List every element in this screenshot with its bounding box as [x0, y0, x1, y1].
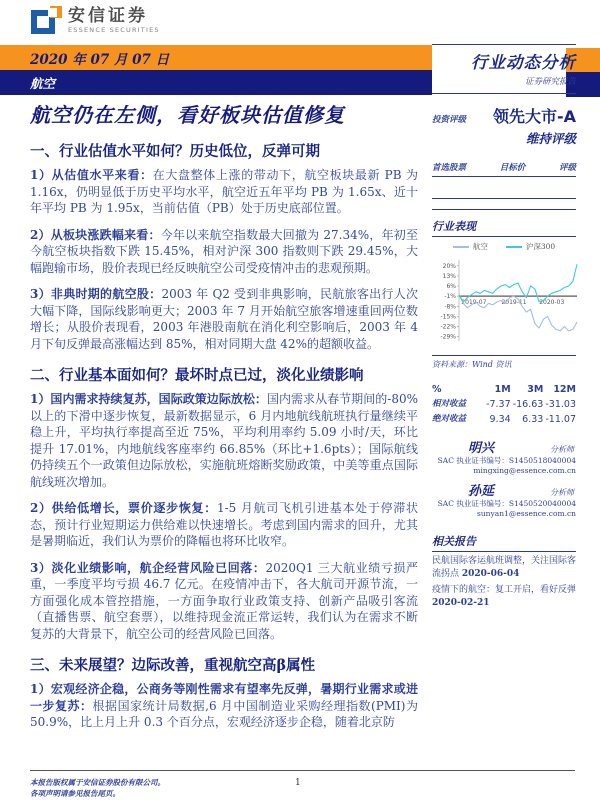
- paragraph: 1）从估值水平来看：在大盘整体上涨的带动下，航空板块最新 PB 为 1.16x，仍明显低于历史平均水平，航空近五年平均 PB 为 1.65x、近十年平均 PB 为 1.95x，当前估值（PB）处于历史底部位置。: [30, 168, 418, 215]
- rating-value: 领先大市-A: [492, 107, 576, 126]
- section-heading-3: 三、未来展望？边际改善，重视航空高β属性: [30, 657, 316, 674]
- svg-text:-22%: -22%: [440, 323, 456, 331]
- chart-legend: [432, 241, 576, 252]
- svg-text:-1%: -1%: [444, 293, 456, 301]
- section-heading-1: 一、行业估值水平如何？历史低位，反弹可期: [30, 143, 320, 160]
- brand-name-en: ESSENCE SECURITIES: [68, 26, 160, 34]
- stock-col-target: 目标价: [499, 163, 526, 173]
- svg-text:-8%: -8%: [444, 303, 456, 311]
- legend-label-hs300: 沪深300: [525, 242, 556, 251]
- svg-text:-29%: -29%: [440, 333, 456, 341]
- table-row: 绝对收益 9.34 6.33 -11.07: [432, 414, 576, 425]
- brand-name-cn: 安信证券: [68, 6, 148, 26]
- date-banner: [0, 45, 432, 70]
- analyst-email[interactable]: sunyan1@essence.com.cn: [477, 509, 576, 518]
- svg-text:20%: 20%: [442, 262, 456, 270]
- svg-text:6%: 6%: [446, 283, 456, 291]
- paragraph: 2）供给低增长，票价逐步恢复：1-5 月航司飞机引进基本处于停滞状态，预计行业短期运力供给难以快速增长。考虑到国内需求的回升，尤其是暑期临近，我们认为票价的降幅也将环比收窄。: [30, 501, 419, 548]
- report-category: 证券研究报告: [524, 77, 576, 87]
- analyst-name: 孙延: [468, 484, 495, 499]
- stock-col-name: 首选股票: [432, 163, 467, 173]
- industry-banner: [0, 70, 432, 95]
- svg-text:-15%: -15%: [440, 313, 456, 321]
- analyst-block: [432, 480, 576, 519]
- analyst-sac: SAC 执业证书编号：S1450518040004: [437, 456, 576, 465]
- svg-text:13%: 13%: [442, 272, 456, 280]
- report-date: 2020 年 07 月 07 日: [30, 51, 170, 68]
- analyst-block: [432, 437, 576, 476]
- related-report-item: 民航国际客运航班调整，关注国际客流拐点 2020-06-04: [432, 556, 577, 579]
- sidebar: [432, 44, 576, 610]
- rating-label: 投资评级: [432, 115, 467, 125]
- stock-table-empty-row: [432, 199, 576, 210]
- svg-text:2019-07: 2019-07: [461, 299, 487, 307]
- rating-status: 维持评级: [525, 131, 576, 146]
- essence-logo-icon: [30, 6, 60, 36]
- performance-table: % 1M 3M 12M 相对收益 -7.37 -16.63 -31.03 绝对收益 9.34 6.33 -11.07: [432, 384, 576, 425]
- industry-label: 航空: [30, 75, 56, 91]
- analyst-sac: SAC 执业证书编号：S1450520040004: [437, 499, 576, 508]
- footer-divider: [30, 770, 575, 771]
- legend-swatch-hs300: [506, 246, 522, 248]
- svg-text:2019-11: 2019-11: [501, 299, 527, 307]
- legend-swatch-air: [453, 246, 469, 248]
- legend-label-air: 航空: [472, 242, 488, 251]
- paragraph: 1）国内需求持续复苏，国际政策边际放松：国内需求从春节期间的-80%以上的下滑中逐步恢复，最新数据显示，6 月内地航线航班执行量继续平稳上升，平均执行率提高至近 75%，平均利用率约 5.09 小时/天，环比提升 17.01%，内地航线客座率约 66.85%（环比+1.6pts）；国际航线仍持续五个一政策但边际放松，实施航班熔断奖励政策，中美等重点国际航线班次增加。: [30, 392, 418, 489]
- page-number: 1: [295, 778, 301, 788]
- main-content: [30, 99, 418, 741]
- paragraph: 1）宏观经济企稳，公商务等刚性需求有望率先反弹，暑期行业需求或进一步复苏：根据国家统计局数据,6 月中国制造业采购经理指数(PMI)为 50.9%，比上月上升 0.3 个百分点，宏观经济逐步企稳，随着北京防: [30, 682, 418, 729]
- svg-text:2020-03: 2020-03: [539, 299, 565, 307]
- related-reports-title: 相关报告: [432, 533, 576, 552]
- stock-col-rating: 评级: [558, 163, 576, 173]
- analyst-role: 分析师: [550, 445, 574, 454]
- paragraph: 2）从板块涨跌幅来看：今年以来航空指数最大回撤为 27.34%，年初至今航空板块指数下跌 15.45%，相对沪深 300 指数则下跌 29.45%，大幅跑输市场，股价表现已经反映航空公司受疫情冲击的悲观预期。: [30, 227, 418, 275]
- chart-source: 资料来源：Wind 资讯: [432, 360, 512, 369]
- performance-section-title: 行业表现: [432, 218, 576, 237]
- analyst-email[interactable]: mingxing@essence.com.cn: [473, 466, 576, 475]
- footer-copyright: 本报告版权属于安信证券股份有限公司。 各项声明请参见报告尾页。: [30, 778, 165, 798]
- analyst-role: 分析师: [550, 488, 574, 497]
- page-title: 航空仍在左侧，看好板块估值修复: [30, 103, 345, 127]
- report-type: 行业动态分析: [471, 53, 576, 72]
- section-heading-2: 二、行业基本面如何？最坏时点已过，淡化业绩影响: [30, 367, 364, 384]
- paragraph: 3）淡化业绩影响，航企经营风险已回落：2020Q1 三大航业绩亏损严重，一季度平均亏损 46.7 亿元。在疫情冲击下，各大航司开源节流，一方面强化成本管控措施，一方面争取行业政策支持、创新产品吸引客流（直播售票、航空套票），以维持现金流正常运转，我们认为在需求不断复苏的大背景下，航空公司的经营风险已回落。: [30, 560, 418, 641]
- brand-logo: [30, 6, 160, 36]
- industry-performance-chart: [432, 253, 576, 349]
- paragraph: 3）非典时期的航空股：2003 年 Q2 受到非典影响，民航旅客出行人次大幅下降，国际线影响更大；2003 年 7 月开始航空旅客增速重回两位数增长；从股价表现看，2003 年港股南航在消化利空影响后，2003 年 4 月下旬反弹最高涨幅达到 85%，相对同期大盘 42%的超额收益。: [30, 287, 418, 351]
- related-report-item: 疫情下的航空：复工开启，看好反弹 2020-02-21: [432, 585, 577, 608]
- analyst-name: 明兴: [468, 441, 495, 456]
- stock-table-empty-row: [432, 177, 576, 199]
- table-row: 相对收益 -7.37 -16.63 -31.03: [432, 399, 576, 410]
